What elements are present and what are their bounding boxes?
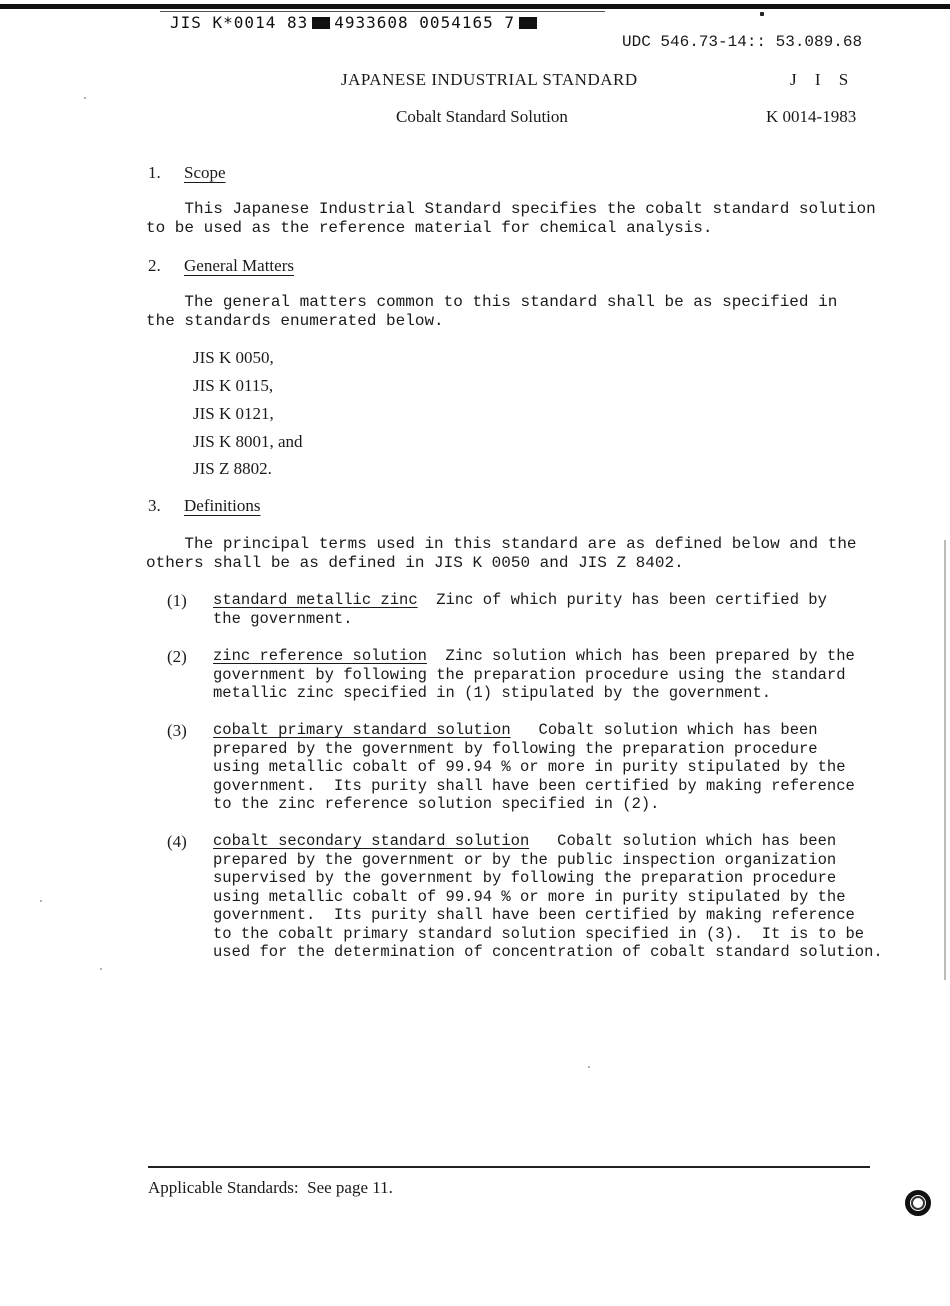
list-item: JIS K 0115,: [193, 376, 274, 395]
list-item: JIS Z 8802.: [193, 459, 272, 478]
binding-hole-inner: [911, 1196, 925, 1210]
section-heading-general-matters: General Matters: [184, 256, 294, 275]
scan-dot: [588, 1066, 590, 1068]
jis-mark: J I S: [790, 70, 856, 89]
footer-note: Applicable Standards: See page 11.: [148, 1178, 393, 1197]
definition-number: (3): [167, 721, 187, 740]
definition-term: cobalt primary standard solution: [213, 721, 511, 739]
standard-name: JAPANESE INDUSTRIAL STANDARD: [341, 70, 638, 89]
scan-edge: [944, 540, 946, 980]
definition-item: cobalt secondary standard solution Cobalt solution which has been prepared by the government or by the public inspection organization supervised by the government by following the preparation procedure using metallic cobalt of 99.94 % or more in purity stipulated by the government. Its purity shall have been certified by making reference to the cobalt primary standard solution specified in (3). It is to be used for the determination of concentration of cobalt standard solution.: [213, 832, 883, 961]
definition-number: (2): [167, 647, 187, 666]
definition-item: zinc reference solution Zinc solution which has been prepared by the government by following the preparation procedure using the standard metallic zinc specified in (1) stipulated by the government.: [213, 647, 855, 702]
definition-number: (1): [167, 591, 187, 610]
section-heading-scope: Scope: [184, 163, 226, 182]
footer-rule: [148, 1166, 870, 1168]
udc-number: UDC 546.73-14:: 53.089.68: [622, 33, 863, 51]
scan-dot: [84, 97, 86, 99]
list-item: JIS K 0050,: [193, 348, 274, 367]
document-title: Cobalt Standard Solution: [396, 107, 568, 126]
definition-item: standard metallic zinc Zinc of which purity has been certified by the government.: [213, 591, 827, 628]
section-paragraph: The general matters common to this standard shall be as specified in the standards enumerated below.: [146, 293, 838, 330]
section-paragraph: This Japanese Industrial Standard specifies the cobalt standard solution to be used as the reference material for chemical analysis.: [146, 200, 876, 237]
section-number: 2.: [148, 256, 161, 275]
definition-term: standard metallic zinc: [213, 591, 418, 609]
top-thin-line: [160, 11, 605, 12]
document-code: JIS K*0014 83 4933608 0054165 7: [170, 13, 541, 32]
document-number: K 0014-1983: [766, 107, 857, 126]
section-paragraph: The principal terms used in this standard are as defined below and the others shall be as defined in JIS K 0050 and JIS Z 8402.: [146, 535, 857, 572]
definition-term: cobalt secondary standard solution: [213, 832, 530, 850]
top-border-bar: [0, 4, 950, 9]
scan-dot: [40, 900, 42, 902]
section-heading-definitions: Definitions: [184, 496, 261, 515]
section-number: 3.: [148, 496, 161, 515]
definition-number: (4): [167, 832, 187, 851]
scan-dot: [100, 968, 102, 970]
list-item: JIS K 0121,: [193, 404, 274, 423]
definition-item: cobalt primary standard solution Cobalt solution which has been prepared by the government by following the preparation procedure using metallic cobalt of 99.94 % or more in purity stipulated by the government. Its purity shall have been certified by making reference to the zinc reference solution specified in (2).: [213, 721, 855, 813]
list-item: JIS K 8001, and: [193, 432, 303, 451]
scan-dot: [760, 12, 764, 16]
definition-term: zinc reference solution: [213, 647, 427, 665]
section-number: 1.: [148, 163, 161, 182]
